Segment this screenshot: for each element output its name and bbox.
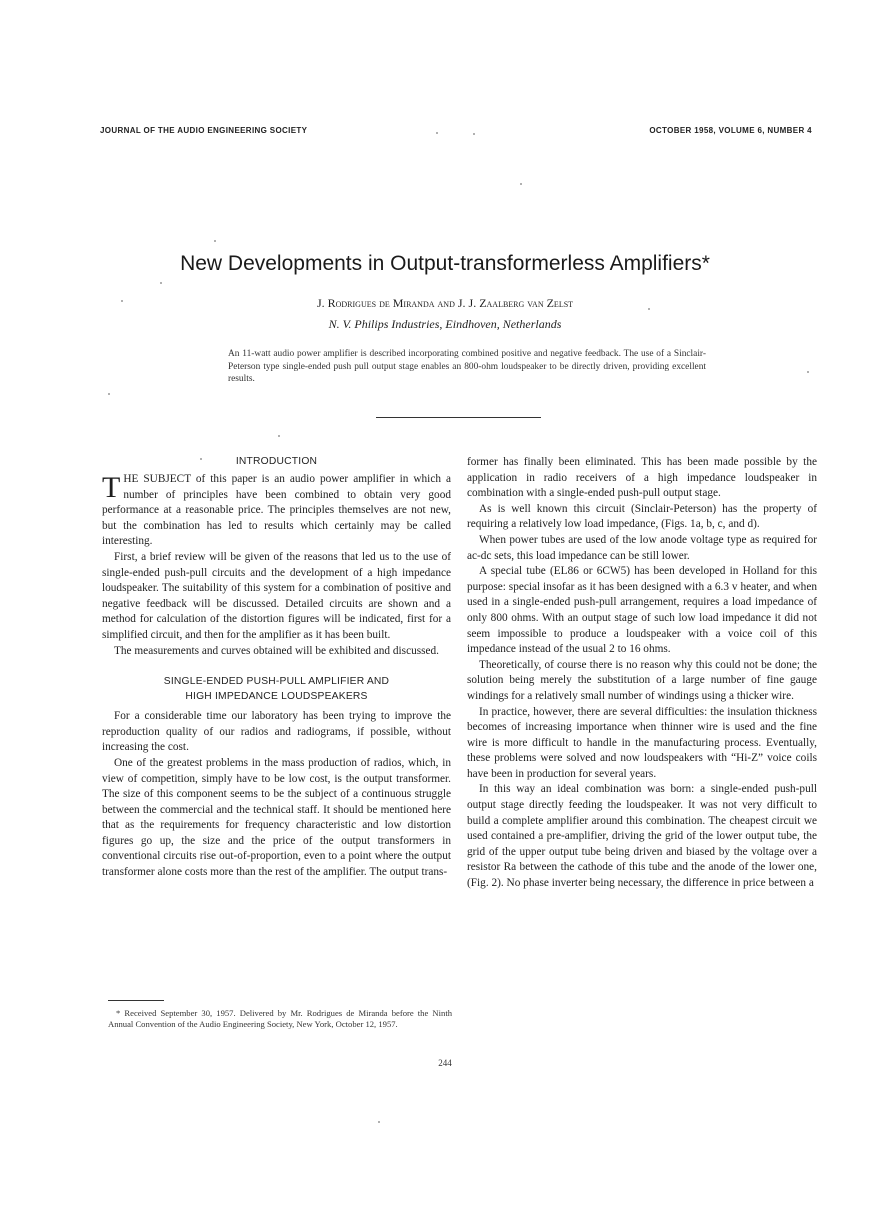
single-ended-paragraph-1: For a considerable time our laboratory has been trying to improve the reproduction quality of our radios and radiograms, if possible, without increasing the cost. (102, 710, 451, 754)
scan-speck (160, 282, 162, 284)
single-ended-paragraph-2: One of the greatest problems in the mass production of radios, which, in view of competition, simply have to be low cost, is the output transformer. The size of this component seems to be the subject of a continuous struggle between the commercial and the technical staff. It should be mentioned here that as the requirements for frequency characteristic and low distortion figures go up, the size and the price of the output transformers in conventional circuits rise out-of-proportion, even to a point where the output transformer alone costs more than the rest of the amplifier. The output trans- (102, 756, 451, 879)
right-paragraph-6: In practice, however, there are several difficulties: the insulation thickness becomes of increasing importance when thinner wire is used and the fine wire is more difficult to handle in the manufacturing process. Eventually, these problems were solved and now loudspeakers with “Hi-Z” voice coils have been in production for several years. (467, 705, 817, 780)
scan-speck (807, 371, 809, 373)
intro-paragraph-1-text: HE SUBJECT of this paper is an audio power amplifier in which a number of principles have been combined to obtain very good performance at a reasonable price. The principles themselves are not new, but the combination has led to results which certainly may be called interesting. (102, 473, 451, 548)
right-paragraph-4: A special tube (EL86 or 6CW5) has been developed in Holland for this purpose: special insofar as it has been designed with a 6.3 v heater, and when used in a single-ended push-pull arrangement, requires a load impedance of only 800 ohms. With an output stage of such low load impedance it did not seem impossible to produce a loudspeaker with a voice coil of this impedance instead of the usual 2 to 16 ohms. (467, 565, 817, 656)
section-heading-line-2: HIGH IMPEDANCE LOUDSPEAKERS (185, 691, 368, 703)
scan-speck (214, 240, 216, 242)
scan-speck (108, 393, 110, 395)
scan-speck (378, 1121, 380, 1123)
article-title: New Developments in Output-transformerless Amplifiers* (180, 252, 710, 275)
right-paragraph-3: When power tubes are used of the low anode voltage type as required for ac-dc sets, this load impedance can be still lower. (467, 533, 817, 562)
article-abstract: An 11-watt audio power amplifier is described incorporating combined positive and negative feedback. The use of a Sinclair-Peterson type single-ended push pull output stage enables an 800-ohm loudspeaker to be directly driven, providing excellent results. (228, 349, 706, 384)
right-paragraph-2: As is well known this circuit (Sinclair-Peterson) has the property of requiring a relatively low load impedance, (Figs. 1a, b, c, and d). (467, 502, 817, 531)
drop-cap: T (102, 471, 121, 504)
scan-speck (278, 435, 280, 437)
scan-speck (473, 133, 475, 135)
section-heading-introduction: INTRODUCTION (235, 456, 318, 467)
article-authors: J. Rodrigues de Miranda and J. J. Zaalberg van Zelst (316, 296, 574, 310)
section-heading-line-1: SINGLE-ENDED PUSH-PULL AMPLIFIER AND (163, 676, 390, 688)
scan-speck (121, 300, 123, 302)
scan-speck (648, 308, 650, 310)
left-column (102, 454, 451, 881)
right-column (467, 455, 817, 892)
intro-paragraph-3: The measurements and curves obtained will be exhibited and discussed. (114, 644, 440, 657)
footnote-divider (108, 1000, 164, 1001)
section-heading-single-ended (102, 674, 451, 704)
right-paragraph-7: In this way an ideal combination was born: a single-ended push-pull output stage directly feeding the loudspeaker. It was not very difficult to build a complete amplifier around this combination. The cheapest circuit we used contained a pre-amplifier, driving the grid of the lower output tube, the grid of the upper output tube being driven and biased by the voltage over a resistor Ra between the cathode of this tube and the anode of the lower one, (Fig. 2). No phase inverter being necessary, the difference in price between a (467, 783, 817, 890)
issue-header: OCTOBER 1958, VOLUME 6, NUMBER 4 (649, 126, 812, 135)
right-paragraph-1: former has finally been eliminated. This has been made possible by the application in radio receivers of a high impedance loudspeaker in combination with a single-ended push-pull output stage. (467, 456, 817, 500)
right-paragraph-5: Theoretically, of course there is no reason why this could not be done; the solution being merely the substitution of a large number of fine gauge windings for a relatively small number of windings using a thicker wire. (467, 658, 817, 702)
title-divider (376, 417, 541, 418)
article-affiliation: N. V. Philips Industries, Eindhoven, Netherlands (328, 317, 562, 331)
scan-speck (200, 458, 202, 460)
footnote: * Received September 30, 1957. Delivered by Mr. Rodrigues de Miranda before the Ninth Annual Convention of the Audio Engineering Society, New York, October 12, 1957. (108, 1008, 452, 1029)
intro-paragraph-2: First, a brief review will be given of the reasons that led us to the use of single-ended push-pull circuits and the development of a high impedance loudspeaker. The suitability of this system for a combination of positive and negative feedback will be discussed. Detailed circuits are shown and a method for calculation of the distortion figures will be indicated, first for a simplified circuit, and then for the amplifier as it has been built. (102, 550, 451, 641)
intro-paragraph-1 (102, 472, 451, 550)
scan-speck (436, 132, 438, 134)
page-number: 244 (438, 1058, 452, 1068)
scan-speck (520, 183, 522, 185)
journal-header: JOURNAL OF THE AUDIO ENGINEERING SOCIETY (100, 126, 308, 135)
